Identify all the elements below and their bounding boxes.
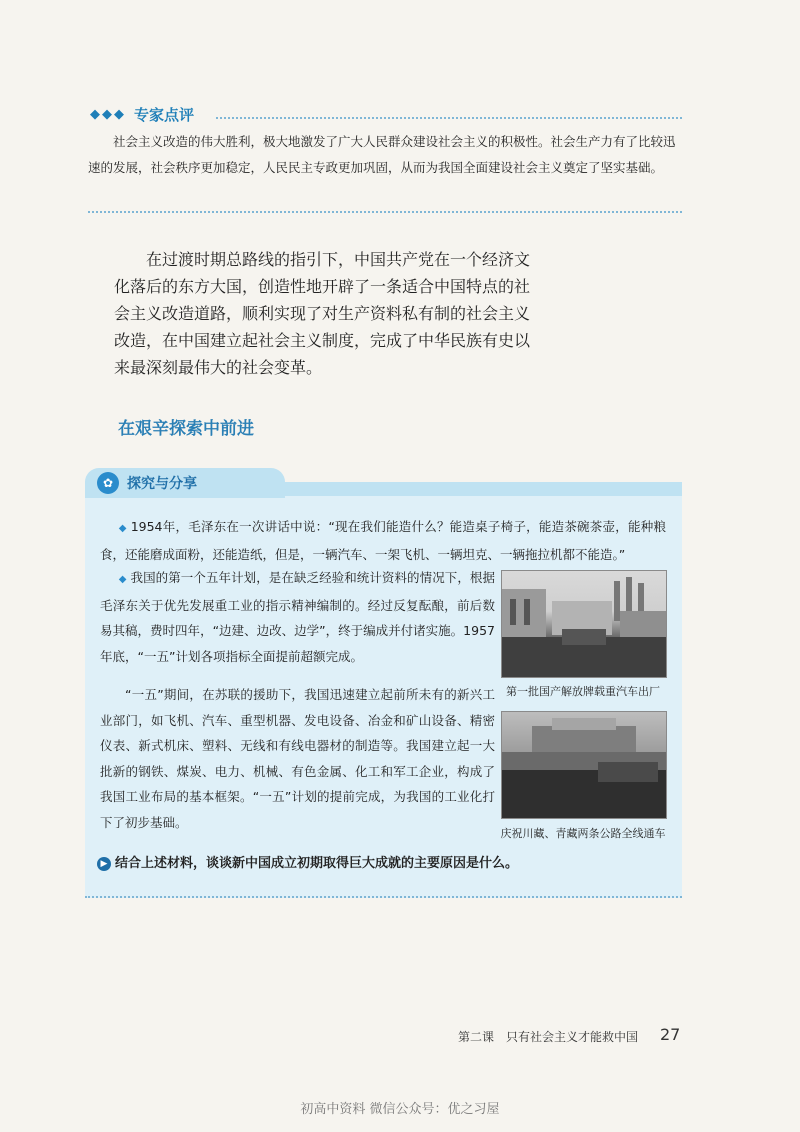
- footer-lesson-title: 第二课 只有社会主义才能救中国: [458, 1030, 639, 1044]
- highway-celebration-photo-art: [502, 712, 666, 818]
- page-number: 27: [660, 1025, 681, 1044]
- explore-paragraph-2: [100, 565, 495, 669]
- expert-review-body: 社会主义改造的伟大胜利，极大地激发了广大人民群众建设社会主义的积极性。社会生产力有了比较迅速的发展，社会秩序更加稳定，人民民主专政更加巩固，从而为我国全面建设社会主义奠定了坚实基础。: [88, 134, 676, 175]
- section-title: 在艰辛探索中前进: [118, 419, 254, 439]
- diamond-bullets-icon: ◆◆◆: [90, 106, 126, 122]
- explore-tab: [85, 468, 285, 498]
- dotted-divider-top: [216, 117, 682, 119]
- diamond-bullet-icon: ◆: [118, 523, 127, 534]
- explore-share-box: [85, 468, 682, 896]
- explore-paragraph-2-text: 我国的第一个五年计划，是在缺乏经验和统计资料的情况下，根据毛泽东关于优先发展重工业的指示精神编制的。经过反复酝酿，前后数易其稿，费时四年，“边建、边改、边学”，终于编成并付诸实施。1957年底，“一五”计划各项指标全面提前超额完成。: [100, 570, 495, 664]
- highway-celebration-photo: [501, 711, 667, 819]
- truck-factory-photo: [501, 570, 667, 678]
- explore-paragraph-1-text: 1954年，毛泽东在一次讲话中说：“现在我们能造什么？能造桌子椅子，能造茶碗茶壶，能种粮食，还能磨成面粉，还能造纸，但是，一辆汽车、一架飞机、一辆坦克、一辆拖拉机都不能造。”: [100, 519, 666, 562]
- truck-factory-photo-art: [502, 571, 666, 677]
- expert-review: [88, 96, 682, 214]
- photo-caption-2: 庆祝川藏、青藏两条公路全线通车: [500, 827, 666, 840]
- expert-review-header: [90, 102, 194, 126]
- photo-caption-1: 第一批国产解放牌载重汽车出厂: [506, 685, 660, 698]
- expert-review-title: 专家点评: [134, 105, 195, 124]
- play-arrow-icon: ▶: [97, 857, 111, 871]
- discussion-question-text: 结合上述材料，谈谈新中国成立初期取得巨大成就的主要原因是什么。: [115, 856, 519, 871]
- explore-paragraph-1: [100, 514, 666, 567]
- diamond-bullet-icon: ◆: [118, 574, 127, 585]
- explore-paragraph-3: “一五”期间，在苏联的援助下，我国迅速建立起前所未有的新兴工业部门，如飞机、汽车、重型机器、发电设备、冶金和矿山设备、精密仪表、新式机床、塑料、无线和有线电器材的制造等。我国建立起一大批新的钢铁、煤炭、电力、机械、有色金属、化工和军工企业，构成了我国工业布局的基本框架。“一五”计划的提前完成，为我国的工业化打下了初步基础。: [100, 687, 495, 830]
- main-paragraph: 在过渡时期总路线的指引下，中国共产党在一个经济文化落后的东方大国，创造性地开辟了一条适合中国特点的社会主义改造道路，顺利实现了对生产资料私有制的社会主义改造，在中国建立起社会主义制度，完成了中华民族有史以来最深刻最伟大的社会变革。: [114, 250, 531, 377]
- dotted-divider-bottom: [88, 211, 682, 213]
- discussion-question: [97, 852, 518, 871]
- explore-title: 探究与分享: [127, 476, 197, 492]
- discussion-icon: ✿: [97, 472, 119, 494]
- watermark-text: 初高中资料 微信公众号：优之习屋: [300, 1102, 500, 1117]
